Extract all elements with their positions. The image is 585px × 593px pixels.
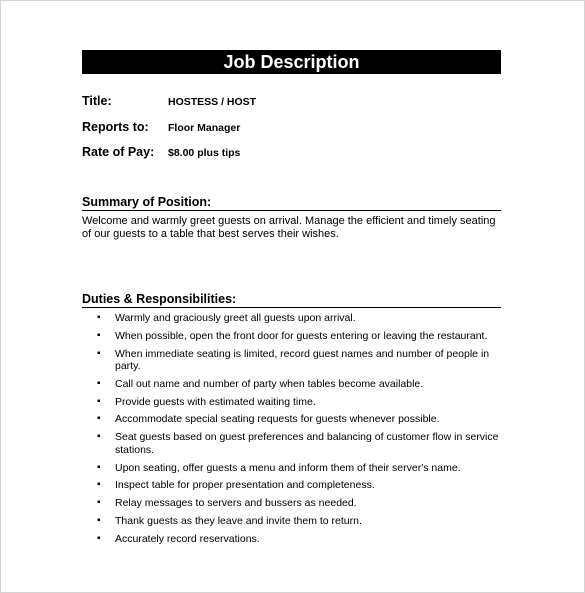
duty-text: When possible, open the front door for guests entering or leaving the restaurant. [115,329,488,342]
duty-text: When immediate seating is limited, record guest names and number of people in party. [115,347,490,373]
duty-text: Upon seating, offer guests a menu and inform them of their server's name. [115,461,461,474]
field-reports-to-label: Reports to: [82,120,149,134]
bullet-icon: ▪ [97,461,101,473]
list-item [97,515,507,528]
bullet-icon: ▪ [97,413,101,425]
summary-text: Welcome and warmly greet guests on arrival. Manage the efficient and timely seating of our guests to a table that best serves their wishes. [82,215,496,240]
field-title [82,94,256,108]
duty-text: Call out name and number of party when tables become available. [115,377,424,390]
list-item [97,312,507,325]
bullet-icon: ▪ [97,479,101,491]
list-item [97,413,507,426]
bullet-icon: ▪ [97,497,101,509]
duty-text: Provide guests with estimated waiting time. [115,395,316,408]
duty-text: Accurately record reservations. [115,532,260,545]
field-rate-of-pay-label: Rate of Pay: [82,145,155,159]
bullet-icon: ▪ [97,532,101,544]
list-item [97,396,507,409]
field-reports-to [82,120,240,134]
duty-text: Inspect table for proper presentation and completeness. [115,479,375,492]
list-item [97,533,507,546]
duty-text: Thank guests as they leave and invite them to return. [115,514,362,527]
field-title-value: HOSTESS / HOST [168,96,257,108]
field-rate-of-pay-value: $8.00 plus tips [168,147,241,159]
bullet-icon: ▪ [97,395,101,407]
bullet-icon: ▪ [97,347,101,359]
bullet-icon: ▪ [97,514,101,526]
field-title-label: Title: [82,94,112,108]
list-item [97,431,507,456]
field-rate-of-pay [82,145,240,159]
list-item [97,497,507,510]
list-item [97,348,507,373]
duties-heading: Duties & Responsibilities: [82,292,501,308]
bullet-icon: ▪ [97,431,101,443]
duty-text: Accommodate special seating requests for guests whenever possible. [115,413,440,426]
document-title: Job Description [82,50,501,74]
duty-text: Warmly and graciously greet all guests upon arrival. [115,312,356,324]
duty-text: Seat guests based on guest preferences and balancing of customer flow in service stations. [115,431,499,456]
duty-text: Relay messages to servers and bussers as needed. [115,497,357,510]
duties-list [97,312,507,551]
bullet-icon: ▪ [97,377,101,389]
list-item [97,378,507,391]
list-item [97,462,507,475]
list-item [97,479,507,492]
summary-heading: Summary of Position: [82,195,501,211]
bullet-icon: ▪ [97,329,101,341]
list-item [97,330,507,343]
bullet-icon: ▪ [97,312,101,323]
field-reports-to-value: Floor Manager [168,122,241,134]
